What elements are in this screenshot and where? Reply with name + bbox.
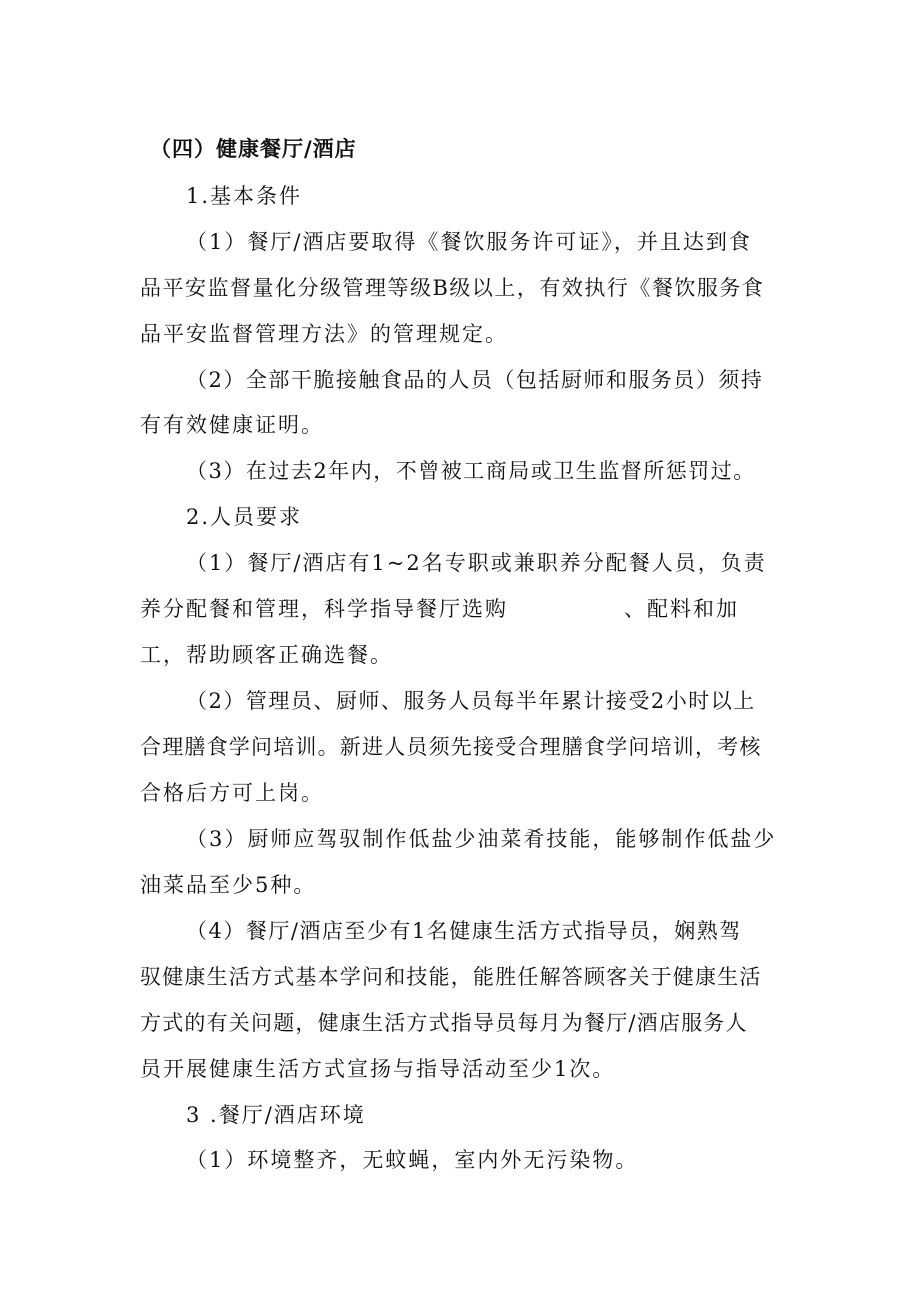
s2-p2-line1: （2）管理员、厨师、服务人员每半年累计接受2小时以上 bbox=[186, 689, 756, 713]
s1-p1-line1: （1）餐厅/酒店要取得《餐饮服务许可证》，并且达到食 bbox=[186, 230, 752, 254]
s2-p1-line3: 工，帮助顾客正确选餐。 bbox=[140, 643, 393, 667]
s1-p2-line1: （2）全部干脆接触食品的人员（包括厨师和服务员）须持 bbox=[186, 368, 764, 392]
s1-p1-line2: 品平安监督量化分级管理等级B级以上，有效执行《餐饮服务食 bbox=[140, 276, 765, 300]
s2-p2-line2: 合理膳食学问培训。新进人员须先接受合理膳食学问培训，考核 bbox=[140, 735, 762, 759]
s1-p2-line2: 有有效健康证明。 bbox=[140, 413, 324, 437]
s3-heading: 3 .餐厅/酒店环境 bbox=[186, 1103, 366, 1127]
s2-p1-line2a: 养分配餐和管理，科学指导餐厅选购 bbox=[140, 597, 508, 621]
s2-p4-line4: 员开展健康生活方式宣扬与指导活动至少1次。 bbox=[140, 1057, 616, 1081]
section-title: （四）健康餐厅/酒店 bbox=[150, 136, 357, 161]
s1-p3-line1: （3）在过去2年内，不曾被工商局或卫生监督所惩罚过。 bbox=[186, 459, 756, 483]
s2-p4-line2: 驭健康生活方式基本学问和技能，能胜任解答顾客关于健康生活 bbox=[140, 965, 762, 989]
s2-p4-line3: 方式的有关问题，健康生活方式指导员每月为餐厅/酒店服务人 bbox=[140, 1011, 748, 1035]
s3-p1-line1: （1）环境整齐，无蚊蝇，室内外无污染物。 bbox=[186, 1148, 639, 1172]
s2-p3-line1: （3）厨师应驾驭制作低盐少油菜肴技能，能够制作低盐少 bbox=[186, 827, 777, 851]
s2-p3-line2: 油菜品至少5种。 bbox=[140, 873, 317, 897]
s2-heading: 2.人员要求 bbox=[186, 505, 303, 529]
s2-p2-line3: 合格后方可上岗。 bbox=[140, 781, 324, 805]
s2-p1-line2b: 、配料和加 bbox=[624, 597, 739, 621]
s1-heading: 1.基本条件 bbox=[186, 184, 303, 208]
s1-p1-line3: 品平安监督管理方法》的管理规定。 bbox=[140, 322, 508, 346]
s2-p4-line1: （4）餐厅/酒店至少有1名健康生活方式指导员，娴熟驾 bbox=[186, 919, 742, 943]
s2-p1-line1: （1）餐厅/酒店有1~2名专职或兼职养分配餐人员，负责 bbox=[186, 551, 767, 575]
